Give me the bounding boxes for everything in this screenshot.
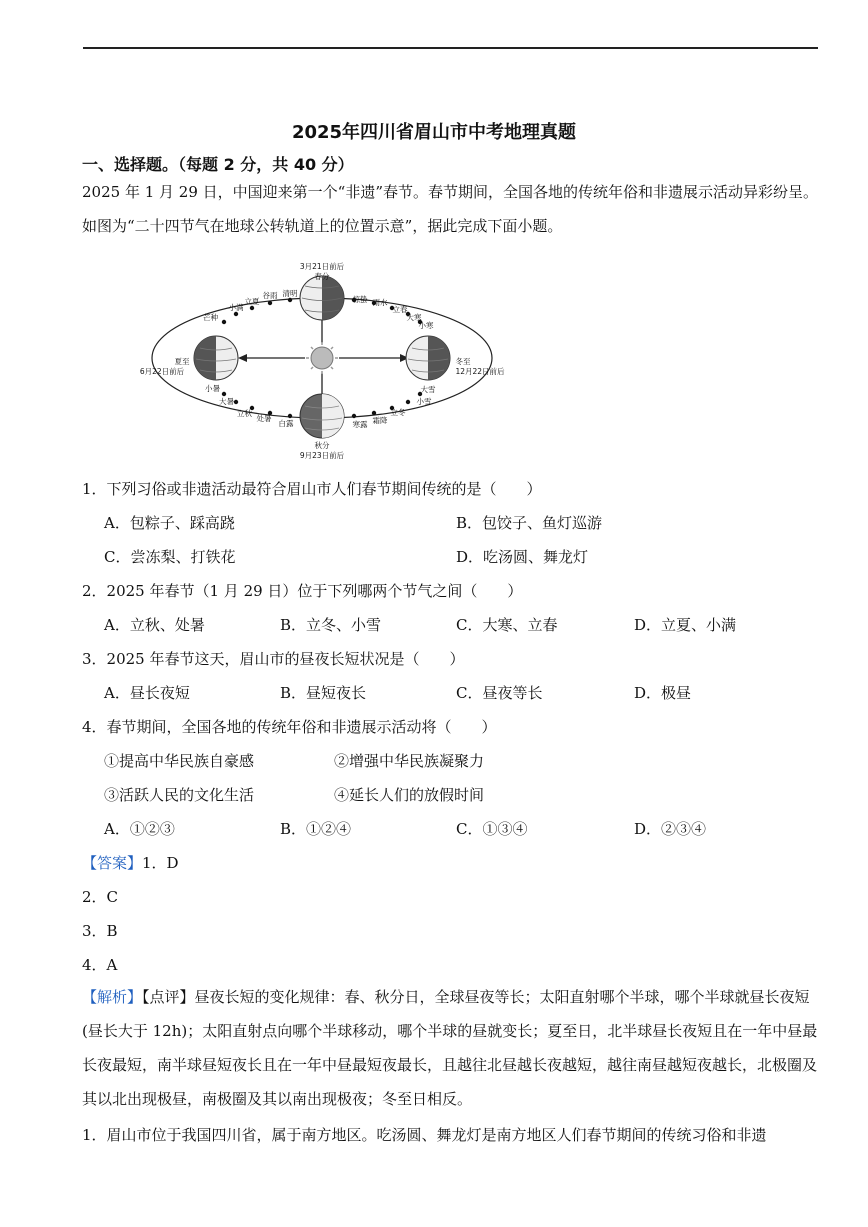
question-3-option-b: B．昼短夜长 — [280, 684, 367, 702]
explanation-1: 1．眉山市位于我国四川省，属于南方地区。吃汤圆、舞龙灯是南方地区人们春节期间的传统习俗和非遗 — [82, 1126, 767, 1144]
term-label: 小雪 — [416, 397, 432, 406]
answer-line — [82, 852, 179, 873]
term-label: 小暑 — [205, 384, 220, 393]
question-1-option-a: A．包粽子、踩高跷 — [104, 514, 235, 532]
autumn-date-label: 9月23日前后 — [299, 451, 345, 460]
question-2-option-a: A．立秋、处暑 — [104, 616, 205, 634]
summer-name-label: 夏至 — [174, 357, 190, 366]
spring-name-label: 春分 — [314, 272, 330, 281]
question-3-option-d: D．极昼 — [634, 684, 692, 702]
winter-date-label: 12月22日前后 — [455, 367, 505, 376]
term-label: 小寒 — [418, 321, 434, 330]
question-4-option-b: B．①②④ — [280, 820, 352, 838]
term-label: 大雪 — [420, 385, 436, 394]
answer-3: 3．B — [82, 922, 118, 940]
term-label: 雨水 — [372, 298, 388, 307]
term-label: 白露 — [278, 419, 294, 428]
question-4-option-c: C．①③④ — [456, 820, 528, 838]
analysis-tag: 【解析】 — [82, 988, 143, 1006]
autumn-name-label: 秋分 — [314, 441, 330, 450]
term-label: 立秋 — [237, 409, 252, 418]
term-label: 清明 — [282, 289, 298, 298]
term-label: 立春 — [392, 305, 408, 314]
analysis-paragraph — [82, 980, 820, 1116]
earth-autumn-icon — [300, 394, 344, 438]
question-4-stem: 4．春节期间，全国各地的传统年俗和非遗展示活动将（ ） — [82, 718, 497, 736]
earth-summer-icon — [194, 336, 238, 380]
term-label: 寒露 — [352, 420, 368, 429]
term-label: 小满 — [228, 303, 244, 312]
term-label: 芒种 — [203, 313, 218, 322]
question-4-statement-2: ②增强中华民族凝聚力 — [334, 752, 485, 770]
term-label: 霜降 — [372, 416, 388, 425]
question-3-option-a: A．昼长夜短 — [104, 684, 190, 702]
question-1-option-d: D．吃汤圆、舞龙灯 — [456, 548, 589, 566]
term-label: 立冬 — [390, 408, 406, 417]
question-2-option-d: D．立夏、小满 — [634, 616, 737, 634]
answer-tag: 【答案】 — [82, 854, 143, 872]
term-label: 大寒 — [406, 313, 422, 322]
term-label: 处暑 — [256, 414, 272, 423]
page-title: 2025年四川省眉山市中考地理真题 — [291, 122, 577, 143]
term-label: 谷雨 — [262, 291, 278, 300]
question-3-option-c: C．昼夜等长 — [456, 684, 543, 702]
answer-2: 2．C — [82, 888, 119, 906]
analysis-text: 昼夜长短的变化规律：春、秋分日，全球昼夜等长；太阳直射哪个半球，哪个半球就昼长夜短(昼长大于 12h)；太阳直射点向哪个半球移动，哪个半球的昼就变长；夏至日，北半球昼长夜短且在一年中昼最长夜最短，南半球昼短夜长且在一年中昼最短夜最长，且越往北昼越长夜越短，越往南昼越短夜越长，北极圈及其以北出现极昼，南极圈及其以南出现极夜；冬至日相反。 — [82, 988, 818, 1108]
spring-date-label: 3月21日前后 — [299, 262, 345, 271]
question-2-option-b: B．立冬、小雪 — [280, 616, 382, 634]
question-1-option-c: C．尝冻梨、打铁花 — [104, 548, 236, 566]
winter-name-label: 冬至 — [455, 357, 471, 366]
question-3-stem: 3．2025 年春节这天，眉山市的昼夜长短状况是（ ） — [82, 650, 465, 668]
solar-terms-orbit-diagram — [130, 258, 530, 463]
term-label: 立夏 — [244, 297, 260, 306]
question-4-statement-4: ④延长人们的放假时间 — [334, 786, 485, 804]
header-rule — [83, 47, 818, 49]
intro-paragraph: 2025 年 1 月 29 日，中国迎来第一个“非遗”春节。春节期间，全国各地的传统年俗和非遗展示活动异彩纷呈。如图为“二十四节气在地球公转轨道上的位置示意”，据此完成下面小题。 — [82, 183, 818, 235]
earth-winter-icon — [406, 336, 450, 380]
earth-spring-icon — [300, 276, 344, 320]
question-4-option-a: A．①②③ — [104, 820, 175, 838]
question-1-stem: 1．下列习俗或非遗活动最符合眉山市人们春节期间传统的是（ ） — [82, 480, 542, 498]
comment-tag: 【点评】 — [142, 988, 195, 1006]
answer-1: 1．D — [142, 854, 179, 872]
answer-4: 4．A — [82, 956, 118, 974]
question-4-option-d: D．②③④ — [634, 820, 707, 838]
summer-date-label: 6月22日前后 — [139, 367, 185, 376]
question-4-statement-3: ③活跃人民的文化生活 — [104, 786, 255, 804]
question-2-stem: 2．2025 年春节（1 月 29 日）位于下列哪两个节气之间（ ） — [82, 582, 523, 600]
question-4-statement-1: ①提高中华民族自豪感 — [104, 752, 255, 770]
term-label: 惊蛰 — [352, 295, 368, 304]
question-2-option-c: C．大寒、立春 — [456, 616, 558, 634]
section-heading: 一、选择题。（每题 2 分，共 40 分） — [82, 155, 354, 174]
term-label: 大暑 — [219, 397, 234, 406]
sun-icon — [306, 342, 338, 374]
question-1-option-b: B．包饺子、鱼灯巡游 — [456, 514, 603, 532]
